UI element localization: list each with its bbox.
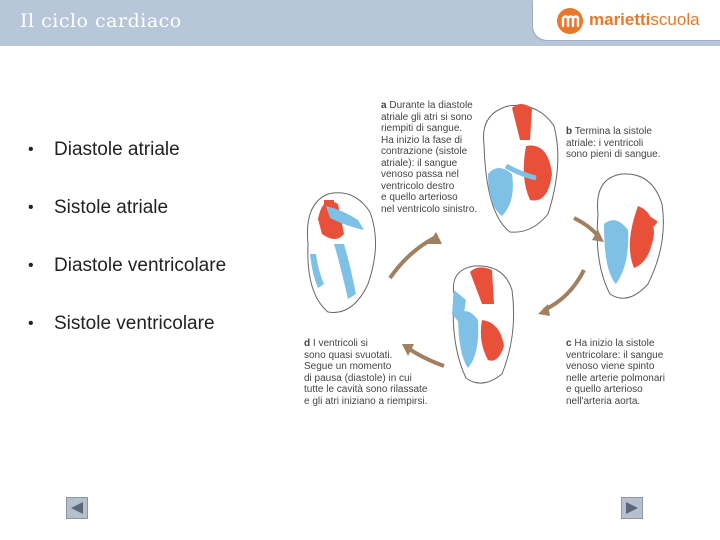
header-bar <box>0 0 720 46</box>
arrow-a-to-b <box>574 218 598 236</box>
arrow-b-to-c <box>544 270 584 310</box>
heart-d-illustration <box>307 193 375 313</box>
arrow-b-to-c-head <box>538 304 550 316</box>
logo-text <box>589 10 700 30</box>
logo-mark-icon <box>557 8 583 34</box>
caption-a-letter: a <box>381 100 387 111</box>
bullet-item: • Diastole ventricolare <box>28 252 226 310</box>
bullet-list <box>28 136 226 368</box>
logo-brand-light: scuola <box>650 10 700 29</box>
logo-brand-bold: marietti <box>589 10 651 29</box>
caption-d-letter: d <box>304 338 311 349</box>
caption-c-text: Ha inizio la sistole ventricolare: il sangue venoso viene spinto nelle arterie polmonari e quello arterioso nell'arteria aorta. <box>566 338 665 407</box>
caption-a-text: Durante la diastole atriale gli atri si sono riempiti di sangue. Ha inizio la fase di contrazione (sistole atriale): il sangue venoso passa nel ventricolo destro e quello arterioso nel ventricolo sinistro. <box>381 100 478 215</box>
heart-b-illustration <box>597 174 663 298</box>
cardiac-cycle-diagram <box>298 94 690 418</box>
caption-c-letter: c <box>566 338 572 349</box>
heart-a-illustration <box>484 104 558 232</box>
next-slide-button[interactable] <box>621 497 643 519</box>
caption-b-letter: b <box>566 126 573 137</box>
bullet-item: • Sistole ventricolare <box>28 310 226 368</box>
prev-slide-button[interactable] <box>66 497 88 519</box>
heart-c-illustration <box>452 266 514 383</box>
page-title: Il ciclo cardiaco <box>20 10 182 32</box>
caption-b-text: Termina la sistole atriale: i ventricoli sono pieni di sangue. <box>566 126 661 160</box>
arrow-d-to-a <box>390 238 434 278</box>
logo <box>533 0 720 40</box>
caption-b <box>566 126 661 161</box>
caption-a <box>381 100 477 215</box>
caption-d-text: I ventricoli si sono quasi svuotati. Segue un momento di pausa (diastole) in cui tutte le cavità sono rilassate e gli atri iniziano a riempirsi. <box>304 338 428 407</box>
bullet-item: • Diastole atriale <box>28 136 226 194</box>
triangle-right-icon <box>625 501 639 515</box>
bullet-item: • Sistole atriale <box>28 194 226 252</box>
caption-d <box>304 338 427 407</box>
triangle-left-icon <box>70 501 84 515</box>
caption-c <box>566 338 665 407</box>
